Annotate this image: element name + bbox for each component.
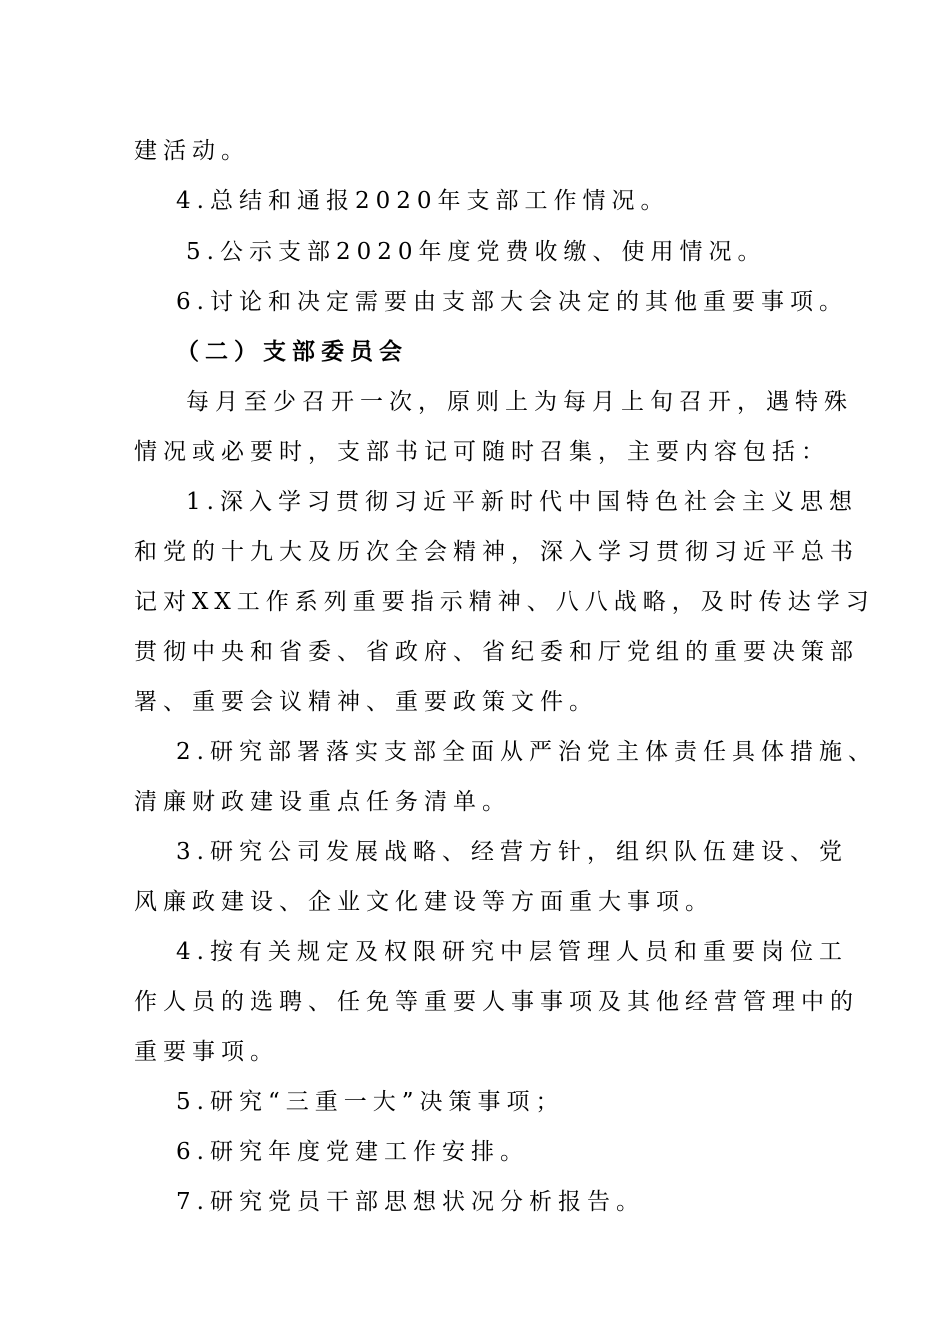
committee-item-1-line-1: 1.深入学习贯彻习近平新时代中国特色社会主义思想: [186, 489, 858, 515]
committee-item-2-line-1: 2.研究部署落实支部全面从严治党主体责任具体措施、: [176, 739, 877, 765]
committee-item-1-line-2: 和党的十九大及历次全会精神，深入学习贯彻习近平总书: [134, 539, 859, 565]
section-intro-line-2: 情况或必要时，支部书记可随时召集，主要内容包括：: [134, 439, 830, 465]
committee-item-6: 6.研究年度党建工作安排。: [176, 1139, 529, 1165]
committee-item-1-line-3: 记对XX工作系列重要指示精神、八八战略，及时传达学习: [134, 589, 875, 615]
committee-item-3-line-2: 风廉政建设、企业文化建设等方面重大事项。: [134, 889, 714, 915]
section-intro-line-1: 每月至少召开一次，原则上为每月上旬召开，遇特殊: [186, 389, 853, 415]
committee-item-4-line-1: 4.按有关规定及权限研究中层管理人员和重要岗位工: [176, 939, 848, 965]
committee-item-2-line-2: 清廉财政建设重点任务清单。: [134, 789, 511, 815]
list-item-6: 6.讨论和决定需要由支部大会决定的其他重要事项。: [176, 289, 848, 315]
committee-item-4-line-3: 重要事项。: [134, 1039, 279, 1065]
committee-item-5: 5.研究“三重一大”决策事项；: [176, 1089, 565, 1115]
committee-item-1-line-5: 署、重要会议精神、重要政策文件。: [134, 689, 598, 715]
list-item-4: 4.总结和通报2020年支部工作情况。: [176, 188, 670, 214]
paragraph-tail: 建活动。: [134, 138, 250, 164]
committee-item-3-line-1: 3.研究公司发展战略、经营方针，组织队伍建设、党: [176, 839, 848, 865]
section-heading: （二）支部委员会: [176, 339, 408, 365]
committee-item-7: 7.研究党员干部思想状况分析报告。: [176, 1189, 645, 1215]
committee-item-1-line-4: 贯彻中央和省委、省政府、省纪委和厅党组的重要决策部: [134, 639, 859, 665]
list-item-5: 5.公示支部2020年度党费收缴、使用情况。: [186, 239, 767, 265]
committee-item-4-line-2: 作人员的选聘、任免等重要人事事项及其他经营管理中的: [134, 989, 859, 1015]
